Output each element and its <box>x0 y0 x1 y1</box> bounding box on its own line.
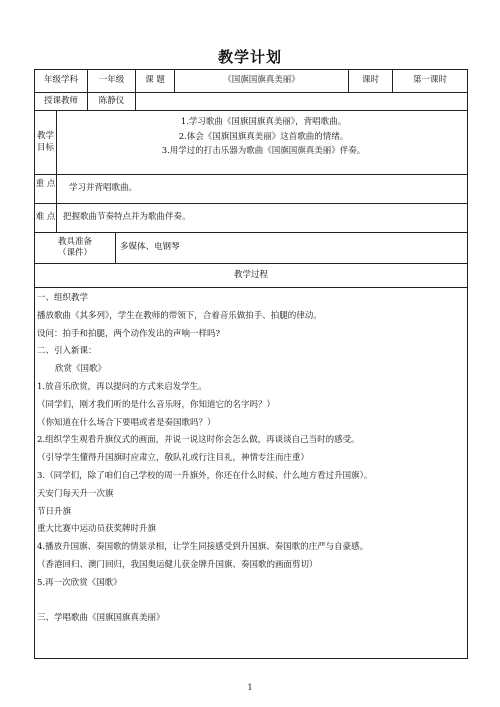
process-line: （引导学生懂得升国旗时应肃立，敬队礼或行注目礼，神情专注而庄重） <box>37 453 310 464</box>
difficulty-row <box>35 204 467 233</box>
process-line: 天安门每天升一次旗 <box>37 488 114 499</box>
objective-item-3: 3.用学过的打击乐器为歌曲《国旗国旗真美丽》伴奏。 <box>161 146 366 156</box>
process-line: 5.再一次欣赏《国歌》 <box>37 577 122 588</box>
teacher-label: 授课教师 <box>35 93 88 110</box>
process-line: 1.放音乐欣赏，再以提问的方式来启发学生。 <box>37 381 207 392</box>
topic-value: 《国旗国旗真美丽》 <box>175 70 349 92</box>
process-line: （同学们，刚才我们听的是什么音乐呀，你知道它的名字吗？） <box>37 399 276 410</box>
objective-item-1: 1.学习歌曲《国旗国旗真美丽》，背唱歌曲。 <box>180 117 347 127</box>
difficulty-value: 把握歌曲节奏特点并为歌曲伴奏。 <box>63 212 191 223</box>
process-line: （香港回归、澳门回归，我国奥运健儿获金牌升国旗、奏国歌的画面剪切） <box>37 559 318 570</box>
process-line: 3.（同学们，除了咱们自己学校的周一升旗外，你还在什么时候、什么地方看过升国旗）。 <box>37 470 373 481</box>
process-line: 设问：拍手和拍腿，两个动作发出的声响一样吗? <box>37 328 221 339</box>
objectives-row <box>35 111 467 175</box>
difficulty-label: 难 点 <box>35 204 57 232</box>
materials-label-line-2: （课件） <box>57 248 92 258</box>
teacher-name: 陈静仪 <box>88 93 136 110</box>
process-body <box>35 288 467 658</box>
grade-label: 年级学科 <box>35 70 88 92</box>
key-point-value: 学习并背唱歌曲。 <box>69 183 138 194</box>
materials-row <box>35 233 467 264</box>
process-line: 重大比赛中运动员获奖牌时升旗 <box>37 524 157 535</box>
lesson-plan-table <box>34 69 468 659</box>
process-line: 欣赏《国歌》 <box>55 364 107 375</box>
process-line: （你知道在什么场合下要唱或者是奏国歌吗？） <box>37 417 216 428</box>
process-title-row <box>35 264 467 288</box>
process-line: 4.播放升国旗、奏国歌的情景录相，让学生同接感受到升国旗、奏国歌的庄严与自豪感。 <box>37 542 369 553</box>
process-line <box>37 593 372 611</box>
process-line: 2.组织学生观看升旗仪式的画面，并说一说这时你会怎么做，再谈谈自己当时的感受。 <box>37 435 360 446</box>
materials-label <box>35 233 116 263</box>
teacher-row <box>35 93 467 111</box>
materials-label-line-1: 教具准备 <box>57 236 92 247</box>
info-row <box>35 70 467 93</box>
process-line: 播放歌曲《其多列》，学生在教师的带领下，合着音乐做拍手、拍腿的律动。 <box>37 310 322 321</box>
page-number: 1 <box>247 683 253 692</box>
process-line: 节日升旗 <box>37 506 72 517</box>
key-point-row <box>35 175 467 204</box>
topic-label: 课 题 <box>136 70 175 92</box>
grade-value: 一年级 <box>88 70 136 92</box>
process-title: 教学过程 <box>233 269 268 280</box>
objectives-label: 教学目标 <box>35 111 57 174</box>
objectives-list <box>57 111 467 174</box>
process-line: 一、组织教学 <box>37 293 89 303</box>
process-line: 三、学唱歌曲《国旗国旗真美丽》 <box>37 613 165 624</box>
document-title: 教学计划 <box>217 48 282 66</box>
period-label: 课时 <box>349 70 393 92</box>
process-line: 二、引入新课： <box>37 346 97 357</box>
process-content <box>35 288 374 628</box>
key-point-label: 重 点 <box>35 175 57 203</box>
period-value: 第一课时 <box>412 75 447 86</box>
teacher-row-empty <box>136 93 467 110</box>
objective-item-2: 2.体会《国旗国旗真美丽》这首歌曲的情绪。 <box>178 131 349 142</box>
materials-value: 多媒体、电钢琴 <box>120 242 180 253</box>
